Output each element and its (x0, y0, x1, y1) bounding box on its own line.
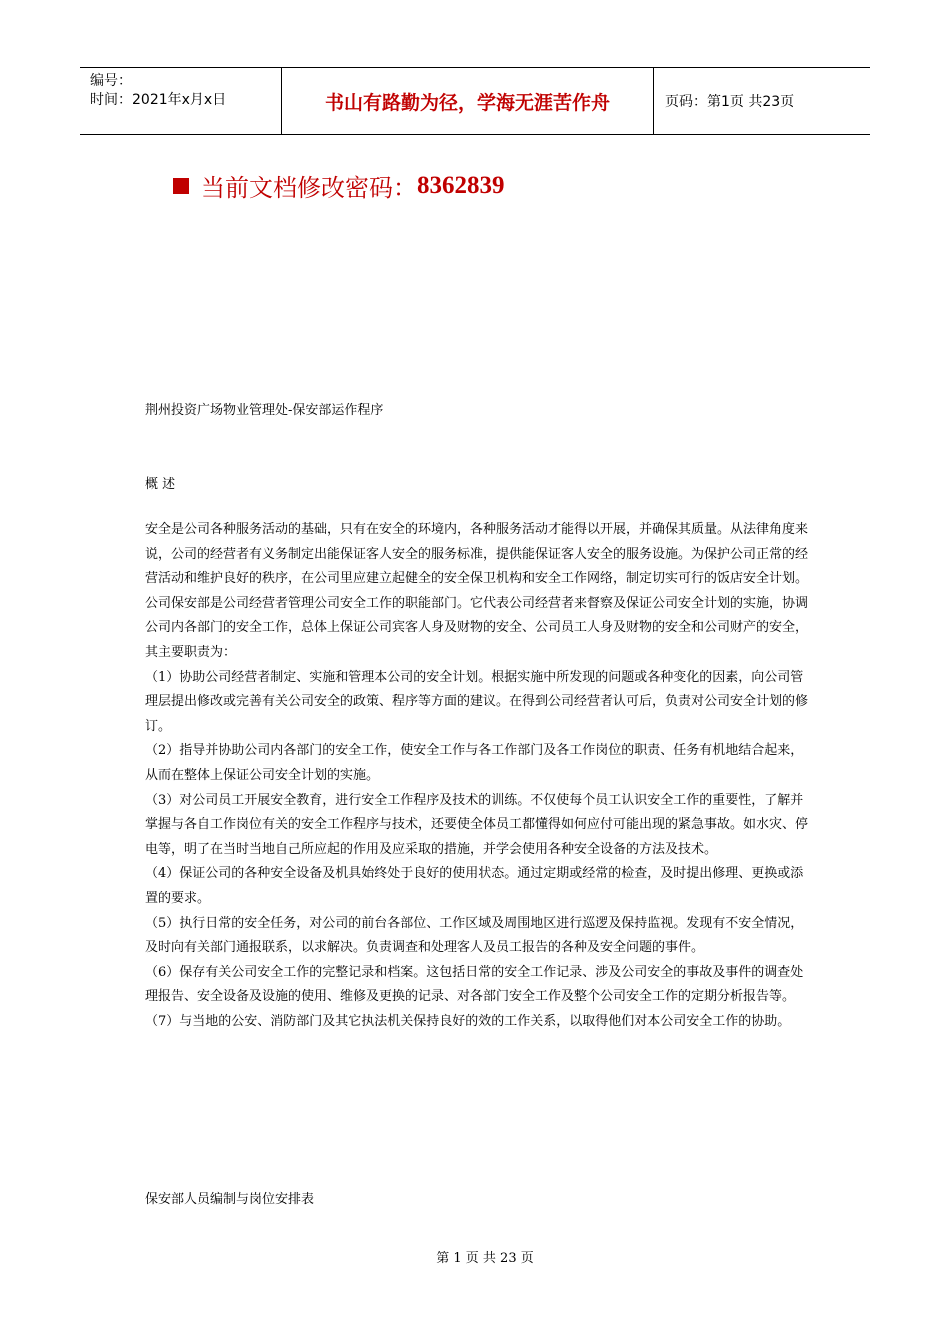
document-number-label: 编号： (90, 73, 132, 89)
header-motto: 书山有路勤为径，学海无涯苦作舟 (282, 68, 654, 134)
body-paragraph: 安全是公司各种服务活动的基础，只有在安全的环境内，各种服务活动才能得以开展，并确保其质量。从法律角度来说，公司的经营者有义务制定出能保证客人安全的服务标准，提供能保证客人安全的服务设施。为保护公司正常的经营活动和维护良好的秩序，在公司里应建立起健全的安全保卫机构和安全工作网络，制定切实可行的饭店安全计划。 (145, 522, 809, 587)
duty-item-3: （3）对公司员工开展安全教育，进行安全工作程序及技术的训练。不仅使每个员工认识安全工作的重要性，了解并掌握与各自工作岗位有关的安全工作程序与技术，还要使全体员工都懂得如何应付可能出现的紧急事故。如水灾、停电等，明了在当时当地自己所应起的作用及应采取的措施，并学会使用各种安全设备的方法及技术。 (145, 792, 809, 857)
header-page-info: 页码：第1页 共23页 (665, 94, 795, 110)
duty-item-1: （1）协助公司经营者制定、实施和管理本公司的安全计划。根据实施中所发现的问题或各种变化的因素，向公司管理层提出修改或完善有关公司安全的政策、程序等方面的建议。在得到公司经营者认可后，负责对公司安全计划的修订。 (145, 669, 809, 734)
duty-item-2: （2）指导并协助公司内各部门的安全工作，使安全工作与各工作部门及各工作岗位的职责、任务有机地结合起来，从而在整体上保证公司安全计划的实施。 (145, 743, 804, 783)
password-label: 当前文档修改密码： (201, 174, 417, 202)
duty-item-6: （6）保存有关公司安全工作的完整记录和档案。这包括日常的安全工作记录、涉及公司安全的事故及事件的调查处理报告、安全设备及设施的使用、维修及更换的记录、对各部门安全工作及整个公司安全工作的定期分析报告等。 (145, 964, 804, 1005)
page-footer: 第 1 页 共 23 页 (436, 1251, 534, 1266)
table-caption: 保安部人员编制与岗位安排表 (145, 1192, 315, 1207)
header-meta (80, 68, 282, 134)
password-code: 8362839 (417, 171, 505, 199)
body-paragraph: 公司保安部是公司经营者管理公司安全工作的职能部门。它代表公司经营者来督察及保证公司安全计划的实施，协调公司内各部门的安全工作，总体上保证公司宾客人身及财物的安全、公司员工人身及财物的安全和公司财产的安全，其主要职责为： (145, 595, 809, 660)
duty-item-5: （5）执行日常的安全任务，对公司的前台各部位、工作区域及周围地区进行巡逻及保持监视。发现有不安全情况，及时向有关部门通报联系，以求解决。负责调查和处理客人及员工报告的各种及安全问题的事件。 (145, 915, 804, 956)
duty-item-4: （4）保证公司的各种安全设备及机具始终处于良好的使用状态。通过定期或经常的检查，及时提出修理、更换或添置的要求。 (145, 866, 804, 906)
square-bullet-icon (173, 178, 189, 194)
overview-heading: 概 述 (145, 477, 176, 492)
document-body (145, 518, 815, 1034)
document-header (80, 67, 870, 135)
duty-item-7: （7）与当地的公安、消防部门及其它执法机关保持良好的效的工作关系，以取得他们对本公司安全工作的协助。 (145, 1013, 791, 1029)
document-time-label: 时间：2021年x月x日 (90, 92, 227, 108)
document-title: 荆州投资广场物业管理处-保安部运作程序 (145, 403, 384, 418)
password-notice (173, 168, 505, 203)
